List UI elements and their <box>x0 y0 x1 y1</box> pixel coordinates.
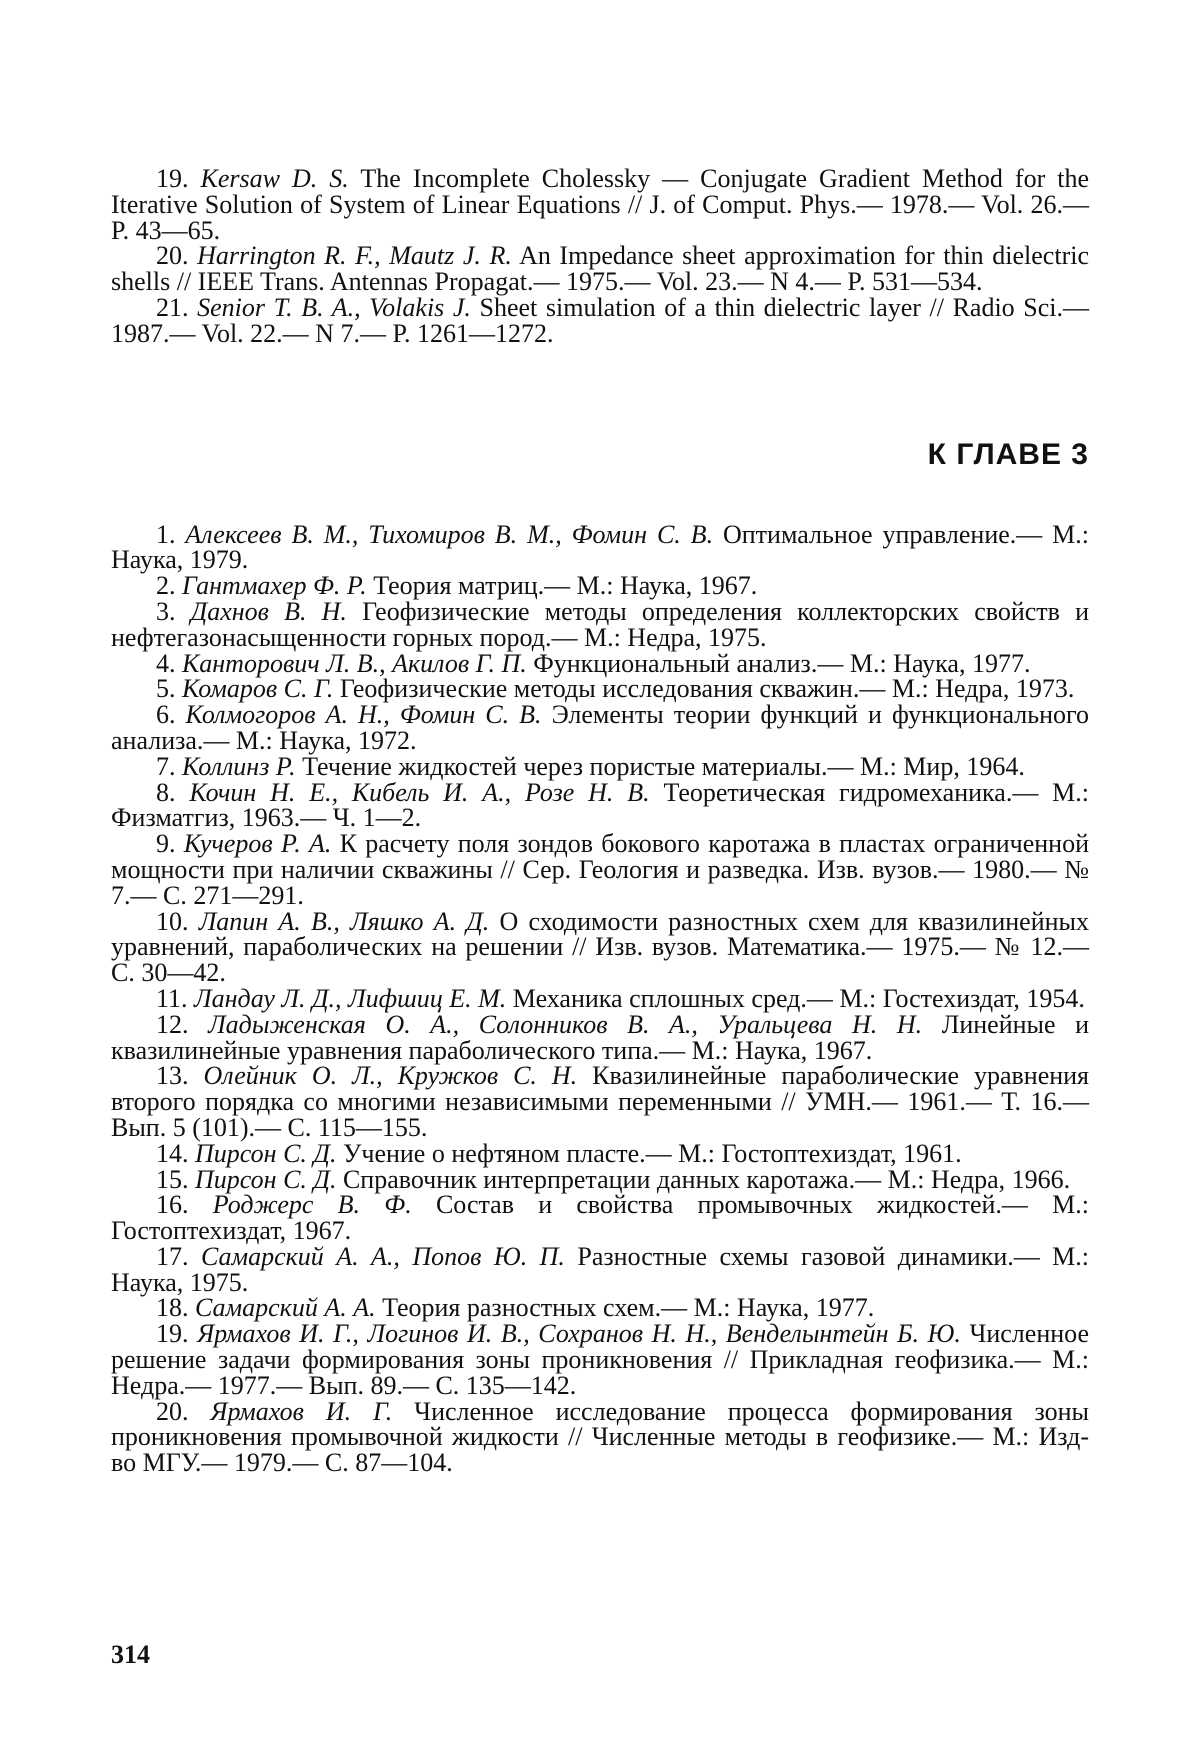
reference-authors: Ландау Л. Д., Лифшиц Е. М. <box>194 983 507 1013</box>
reference-text: Течение жидкостей через пористые материалы.— М.: Мир, 1964. <box>302 751 1025 781</box>
reference-authors: Гантмахер Ф. Р. <box>182 571 367 601</box>
reference-item <box>111 1241 1090 1297</box>
reference-number: 9. <box>156 829 176 859</box>
reference-item <box>111 166 1089 243</box>
reference-number: 2. <box>156 571 176 601</box>
reference-number: 6. <box>156 700 176 730</box>
reference-item <box>111 777 1090 833</box>
reference-item <box>111 1321 1089 1398</box>
reference-authors: Роджерс В. Ф. <box>212 1190 412 1220</box>
reference-item <box>111 1295 1089 1321</box>
reference-text: Теория разностных схем.— М.: Наука, 1977. <box>382 1293 875 1323</box>
reference-number: 7. <box>156 751 176 781</box>
reference-text: Учение о нефтяном пласте.— М.: Гостоптехиздат, 1961. <box>342 1138 962 1168</box>
reference-authors: Колмогоров А. Н., Фомин С. В. <box>185 700 542 730</box>
reference-authors: Самарский А. А., Попов Ю. П. <box>200 1241 565 1271</box>
reference-authors: Кочин Н. Е., Кибель И. А., Розе Н. В. <box>189 777 650 807</box>
reference-number: 5. <box>156 674 176 704</box>
reference-authors: Алексеев В. М., Тихомиров В. М., Фомин С. В. <box>185 519 714 549</box>
reference-authors: Kersaw D. S. <box>200 164 349 193</box>
reference-text: Состав и свойства промывочных жидкостей.— М.: Гостоптехиздат, 1967. <box>111 1190 1090 1246</box>
reference-item <box>111 292 1089 348</box>
reference-authors: Комаров С. Г. <box>182 674 334 704</box>
reference-authors: Олейник О. Л., Кружков С. Н. <box>203 1061 578 1091</box>
reference-text: Геофизические методы исследования скважин.— М.: Недра, 1973. <box>339 674 1075 704</box>
reference-item <box>111 1396 1089 1478</box>
reference-text: Геофизические методы определения коллекторских свойств и нефтегазонасыщенности горных пород.— М.: Недра, 1975. <box>111 596 1090 652</box>
reference-number: 1. <box>156 519 176 549</box>
reference-number: 19. <box>156 164 189 193</box>
reference-text: Разностные схемы газовой динамики.— М.: Наука, 1975. <box>111 1241 1090 1297</box>
reference-authors: Ладыженская О. А., Солонников В. А., Уральцева Н. Н. <box>208 1009 923 1039</box>
reference-text: Справочник интерпретации данных каротажа.— М.: Недра, 1966. <box>342 1164 1071 1194</box>
reference-authors: Коллинз Р. <box>182 751 296 781</box>
reference-item <box>111 702 1089 754</box>
reference-text: Функциональный анализ.— М.: Наука, 1977. <box>533 648 1031 678</box>
reference-authors: Ярмахов И. Г. <box>210 1396 393 1426</box>
reference-item <box>111 648 1089 678</box>
reference-authors: Кучеров Р. А. <box>183 829 332 859</box>
reference-number: 18. <box>156 1293 189 1323</box>
chapter-3-references-list <box>111 519 1090 1478</box>
reference-item <box>111 676 1089 702</box>
page-number: 314 <box>111 1640 150 1669</box>
reference-item <box>111 1192 1089 1244</box>
page-content <box>111 166 1089 1476</box>
reference-text: Теоретическая гидромеханика.— М.: Физматгиз, 1963.— Ч. 1—2. <box>111 777 1090 833</box>
reference-text: An Impedance sheet approximation for thin dielectric shells // IEEE Trans. Antennas Propagat.— 1975.— Vol. 23.— N 4.— P. 531—534. <box>111 241 1089 297</box>
reference-item <box>111 983 1089 1013</box>
reference-authors: Лапин А. В., Ляшко А. Д. <box>198 906 490 936</box>
reference-text: Теория матриц.— М.: Наука, 1967. <box>373 571 758 601</box>
reference-item <box>111 519 1090 575</box>
reference-authors: Ярмахов И. Г., Логинов И. В., Сохранов Н. Н., Венделынтейн Б. Ю. <box>197 1319 961 1349</box>
reference-number: 13. <box>156 1061 189 1091</box>
reference-number: 15. <box>156 1164 189 1194</box>
reference-authors: Самарский А. А. <box>195 1293 376 1323</box>
reference-authors: Пирсон С. Д. <box>195 1164 337 1194</box>
reference-number: 20. <box>156 1396 189 1426</box>
reference-text: The Incomplete Cholessky — Conjugate Gradient Method for the Iterative Solution of System of Linear Equations // J. of Comput. Phys.— 1978.— Vol. 26.— P. 43—65. <box>111 164 1090 245</box>
reference-authors: Канторович Л. В., Акилов Г. П. <box>182 648 527 678</box>
reference-number: 3. <box>156 596 176 626</box>
reference-authors: Пирсон С. Д. <box>195 1138 337 1168</box>
reference-authors: Senior T. B. A., Volakis J. <box>197 292 471 322</box>
reference-item <box>111 243 1089 295</box>
reference-number: 8. <box>156 777 176 807</box>
reference-item <box>111 906 1090 988</box>
reference-text: Sheet simulation of a thin dielectric layer // Radio Sci.— 1987.— Vol. 22.— N 7.— P. 1261—1272. <box>111 292 1089 348</box>
reference-authors: Дахнов В. Н. <box>190 596 347 626</box>
reference-number: 11. <box>156 983 188 1013</box>
section-title: К ГЛАВЕ 3 <box>927 437 1089 471</box>
reference-item <box>111 751 1089 781</box>
reference-item <box>111 831 1089 908</box>
reference-number: 20. <box>156 241 189 271</box>
reference-item <box>111 1138 1089 1168</box>
reference-item <box>111 573 1089 599</box>
reference-text: О сходимости разностных схем для квазилинейных уравнений, параболических на решении // Изв. вузов. Математика.— 1975.— № 12.— С. 30—42. <box>111 906 1090 988</box>
reference-item <box>111 596 1090 652</box>
reference-number: 19. <box>156 1319 189 1349</box>
reference-item <box>111 1009 1090 1065</box>
reference-item <box>111 1164 1089 1194</box>
reference-item <box>111 1063 1089 1140</box>
reference-number: 16. <box>156 1190 189 1220</box>
reference-text: Линейные и квазилинейные уравнения параболического типа.— М.: Наука, 1967. <box>111 1009 1090 1065</box>
reference-number: 17. <box>156 1241 189 1271</box>
reference-number: 12. <box>156 1009 189 1039</box>
reference-number: 21. <box>156 292 189 322</box>
previous-references-list <box>111 166 1089 347</box>
reference-number: 10. <box>156 906 189 936</box>
reference-text: Численное решение задачи формирования зоны проникновения // Прикладная геофизика.— М.: Недра.— 1977.— Вып. 89.— С. 135—142. <box>111 1319 1090 1400</box>
reference-text: Элементы теории функций и функционального анализа.— М.: Наука, 1972. <box>111 700 1089 755</box>
reference-text: Численное исследование процесса формирования зоны проникновения промывочной жидкости // Численные методы в геофизике.— М.: Изд-во МГУ.— 1979.— С. 87—104. <box>111 1396 1089 1478</box>
reference-text: Оптимальное управление.— М.: Наука, 1979. <box>111 519 1090 575</box>
reference-text: Квазилинейные параболические уравнения второго порядка со многими независимыми переменными // УМН.— 1961.— Т. 16.— Вып. 5 (101).— С. 115—155. <box>111 1061 1090 1142</box>
reference-number: 14. <box>156 1138 189 1168</box>
reference-number: 4. <box>156 648 176 678</box>
reference-authors: Harrington R. F., Mautz J. R. <box>197 241 512 271</box>
reference-text: К расчету поля зондов бокового каротажа в пластах ограниченной мощности при наличии скважины // Сер. Геология и разведка. Изв. вузов.— 1980.— № 7.— С. 271—291. <box>111 829 1089 910</box>
reference-text: Механика сплошных сред.— М.: Гостехиздат, 1954. <box>512 983 1085 1013</box>
